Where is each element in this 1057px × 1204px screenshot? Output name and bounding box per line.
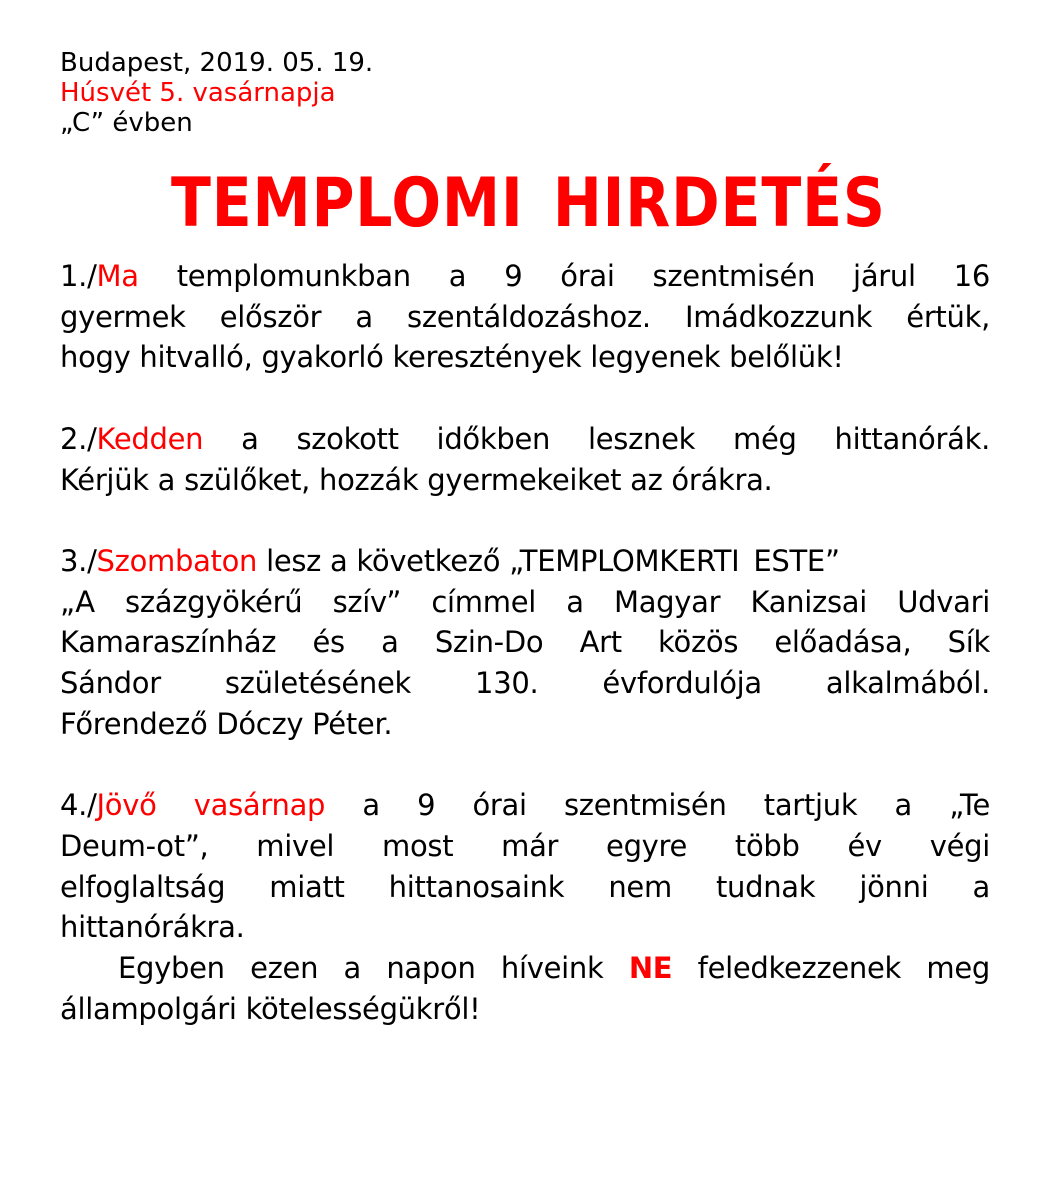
liturgical-day: Húsvét 5. vasárnapja [60,78,336,108]
announcement-3 [60,541,990,745]
item-keyword: Kedden [96,421,204,456]
closing-after: feledkezzenek meg [697,950,990,985]
header [60,48,373,138]
item-line: Deum-ot”, mivel most már egyre több év végi [60,828,990,863]
item-line: elfoglaltság miatt hittanosaink nem tudnak jönni a [60,869,990,904]
item-line: lesz a következő „TEMPLOMKERTI [257,543,740,578]
item-line: gyermek először a szentáldozáshoz. Imádkozzunk értük, [60,299,990,334]
item-number: 4./ [60,788,97,823]
item-line: a szokott időkben lesznek még hittanórák. [203,421,990,456]
item-line: templomunkban a 9 órai szentmisén járul 16 [138,259,990,293]
item-number: 1./ [60,259,97,293]
announcements [60,256,990,1029]
page-title [74,164,983,244]
item-line: hittanórákra. [60,910,245,945]
announcement-4 [60,785,990,1029]
item-line: Kérjük a szülőket, hozzák gyermekeiket az órákra. [60,462,773,497]
item-line: Kamaraszínház és a Szin-Do Art közös előadása, Sík [60,625,990,660]
item-line: a 9 órai szentmisén tartjuk a „Te [325,788,990,823]
announcement-1 [60,256,990,378]
item-line: „A százgyökérű szív” címmel a Magyar Kanizsai Udvari [60,584,990,619]
item-keyword: Jövő vasárnap [96,788,326,823]
place-date: Budapest, 2019. 05. 19. [60,48,374,78]
announcement-2 [60,419,990,500]
item-number: 2./ [60,421,97,456]
year-cycle: „C” évben [60,108,193,138]
item-line: Főrendező Dóczy Péter. [60,706,393,741]
item-keyword: Ma [96,259,139,293]
item-line: hogy hitvalló, gyakorló keresztények legyenek belőlük! [60,340,844,375]
closing-emphasis: NE [628,950,673,985]
title-word-2: HIRDETÉS [552,164,886,243]
item-keyword: Szombaton [96,543,258,578]
closing-line [60,948,990,989]
closing-last-line: állampolgári kötelességükről! [60,991,481,1026]
item-line: ESTE” [753,543,840,578]
closing-before: Egyben ezen a napon híveink [118,950,604,985]
title-word-1: TEMPLOMI [170,164,524,243]
item-line: Sándor születésének 130. évfordulója alkalmából. [60,666,990,700]
item-number: 3./ [60,543,97,578]
